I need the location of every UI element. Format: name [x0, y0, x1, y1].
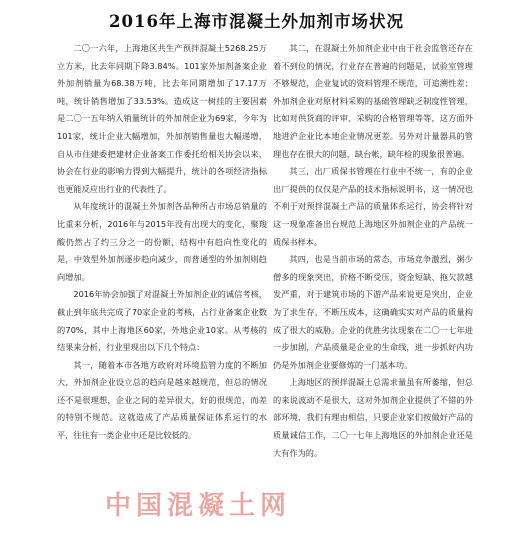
paragraph: 二〇一六年，上海地区共生产预拌混凝土5268.25万立方米，比去年同期下降3.84%。101家外加剂备案企业外加剂销量为68.38万吨，比去年同期增加了17.17万吨，统计销售增加了33.53%。造成这一树挂的主要因素是二〇一五年纳入销量统计的外加剂企业为69家，今年为101家，统计企业大幅增加，外加剂销售量也大幅递增，自从市住建委把建材企业备案工作委托给相关协会以来，协会在行业的影响力得到大幅提升，统计的各项经济指标也更能反应出行业的代表性了。 — [57, 43, 267, 194]
paragraph: 其三，出厂质保书管理在行业中不统一，有的企业出厂提供的仅仅是产品的技术指标说明书，这一情况也不利于对预拌混凝土产品的质量体系运行，协会将针对这一现象准备出台规范上海地区外加剂企业的产品统一质保书样本。 — [273, 166, 473, 247]
left-column — [57, 40, 267, 445]
paragraph: 从年度统计的混凝土外加剂各品种所占市场总销量的比重来分析，2016年与2015年没有出现大的变化，聚羧酸仍然占了约三分之一的份额，结构中有趋向性变化的是，中效型外加剂逐步趋向减少，而普通型的外加剂则趋向增加。 — [57, 201, 267, 282]
paragraph: 2016年协会加强了对混凝土外加剂企业的诚信考核，截止到年底共完成了70家企业的考核，占行业备案企业数的70%，其中上海地区60家，外地企业10家。从考核的结果来分析，行业里现出以下几个特点： — [57, 289, 267, 353]
site-watermark: 中国混凝土网 — [105, 491, 292, 521]
right-column — [273, 40, 473, 462]
paragraph: 其二，在混凝土外加剂企业中由于社会监管还存在着不到位的情况，行业存在普遍的问题是，试验室管理不够规范，企业复试的资料管理不规范，可追溯性差；外加剂企业对原材料采购的基础管理缺乏制度性管理，比如对供货商的评审、采购的合格管理等等，这方面外地进沪企业比本地企业情况更差。另外对计量器具的管理也存在很大的问题，缺台帐，缺年检的现象很普遍。 — [273, 43, 473, 159]
paragraph: 其四，也是当前市场的常态，市场竞争激烈，粥少僧多的现象突出，价格不断受压，资金短缺、拖欠款越发严重，对于建筑市场的下游产品来说更是突出，企业为了求生存，不断压成本，这确确实实对产品的质量构成了很大的威胁。企业的优胜劣汰现象在二〇一七年进一步加剧，产品质量是企业的生命线，进一步抓好内功仍是外加剂企业要修炼的一门基本功。 — [273, 254, 473, 370]
article-title: 2016年上海市混凝土外加剂市场状况 — [109, 12, 404, 31]
paragraph: 其一，随着本市各地方政府对环境监管力度的不断加大，外加剂企业设立总的趋向是越来越规范，但总的情况还不是很理想，企业之间的差异很大，好的很规范，而差的特别不规范。这就造成了产品质量保证体系运行的水平，往往有一类企业中还是比较低的。 — [57, 359, 267, 441]
paragraph: 上海地区的预拌混凝土总需求量虽有所萎缩，但总的来说波动不是很大，这对外加剂企业提供了不错的外部环境，我们有理由相信，只要企业家们按做好产品的质量诚信工作，二〇一七年上海地区的外加剂企业还是大有作为的。 — [273, 377, 473, 458]
